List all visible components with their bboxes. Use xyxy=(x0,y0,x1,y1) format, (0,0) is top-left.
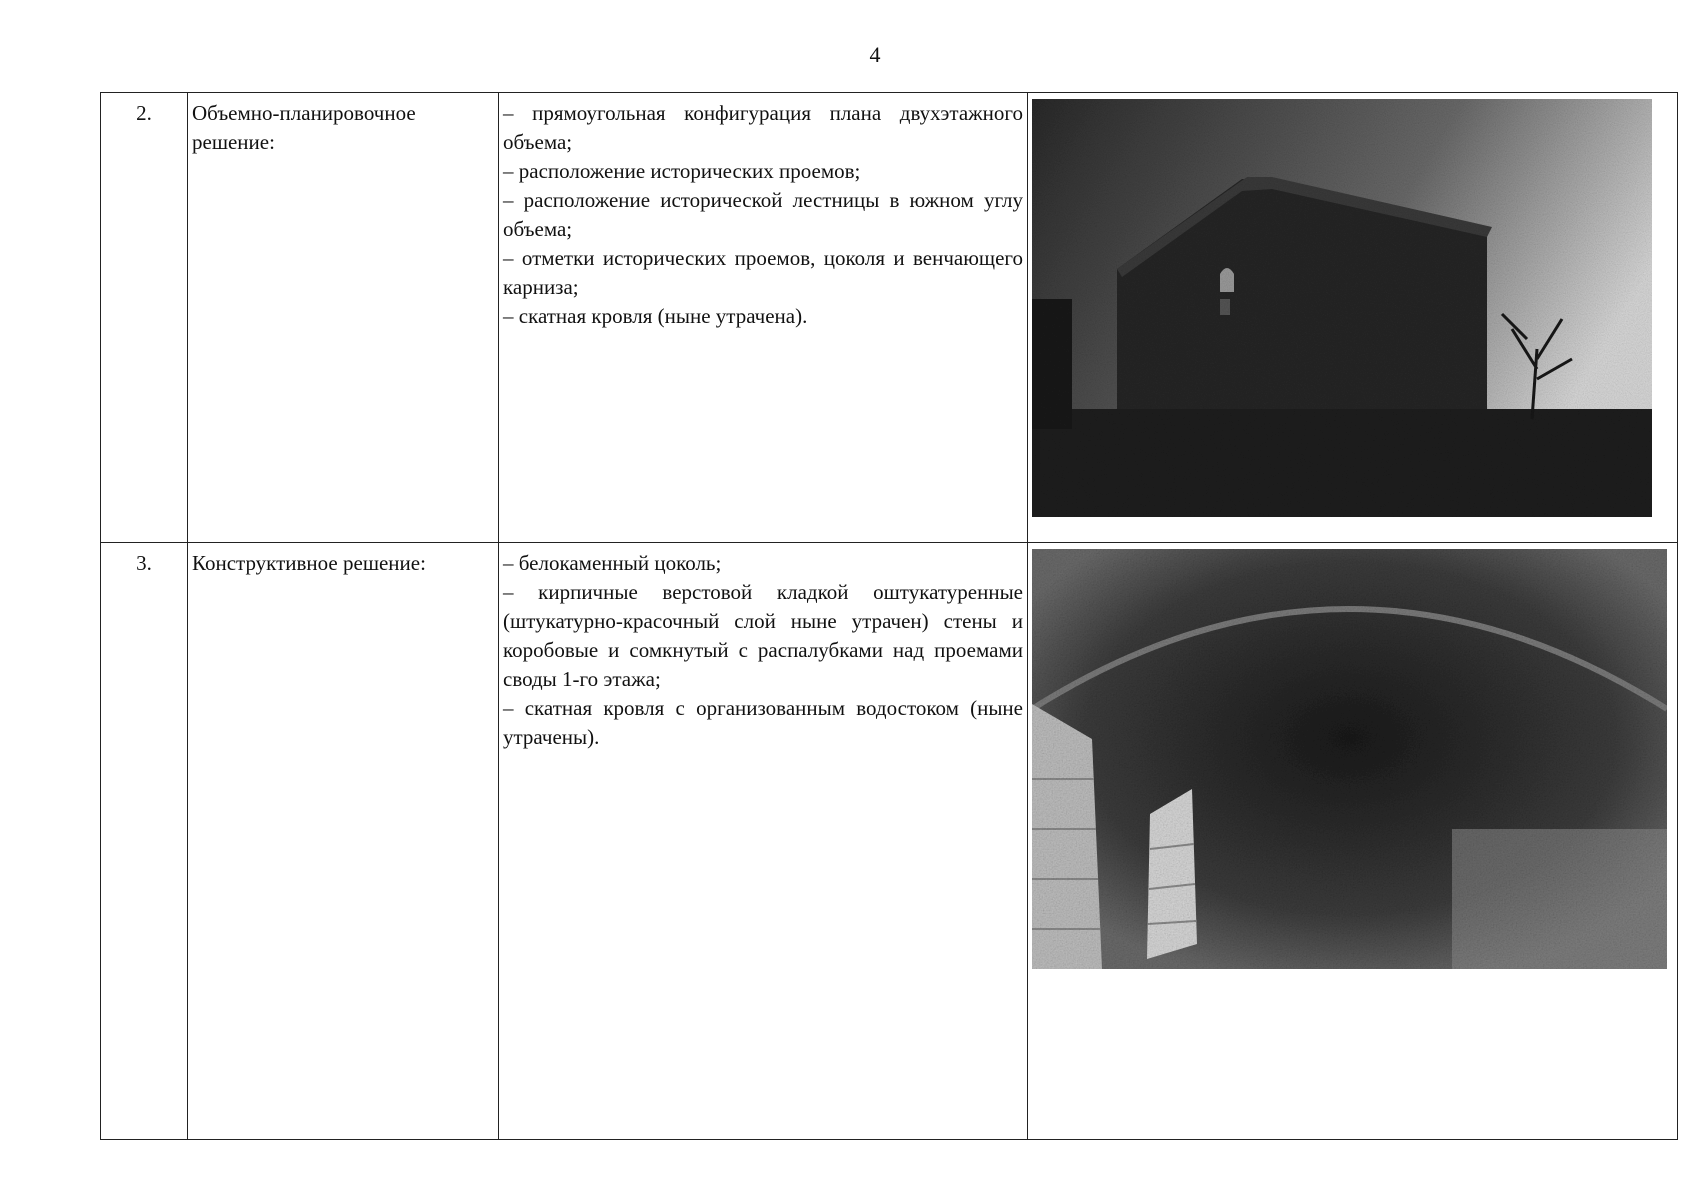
photo-cell xyxy=(1028,543,1678,1140)
description-item: – кирпичные верстовой кладкой оштукатуренные (штукатурно-красочный слой ныне утрачен) стены и коробовые и сомкнутый с распалубками над проемами своды 1-го этажа; xyxy=(503,580,1023,691)
features-table xyxy=(100,92,1678,1140)
description-item: – отметки исторических проемов, цоколя и венчающего карниза; xyxy=(503,246,1023,299)
vaulted-interior-photo xyxy=(1032,549,1667,969)
description-item: – расположение исторических проемов; xyxy=(503,159,861,183)
description-item: – скатная кровля с организованным водостоком (ныне утрачены). xyxy=(503,696,1023,749)
description-item: – скатная кровля (ныне утрачена). xyxy=(503,304,808,328)
table-row xyxy=(101,543,1678,1140)
description-item: – белокаменный цоколь; xyxy=(503,551,722,575)
feature-name: Объемно-планировочное решение: xyxy=(188,93,499,543)
table-row xyxy=(101,93,1678,543)
description-item: – прямоугольная конфигурация плана двухэтажного объема; xyxy=(503,101,1023,154)
photo-cell xyxy=(1028,93,1678,543)
feature-name: Конструктивное решение: xyxy=(188,543,499,1140)
row-number: 2. xyxy=(101,93,188,543)
building-exterior-photo xyxy=(1032,99,1652,517)
description-item: – расположение исторической лестницы в южном углу объема; xyxy=(503,188,1023,241)
feature-description xyxy=(499,93,1028,543)
page-number: 4 xyxy=(869,42,881,67)
feature-description xyxy=(499,543,1028,1140)
row-number: 3. xyxy=(101,543,188,1140)
